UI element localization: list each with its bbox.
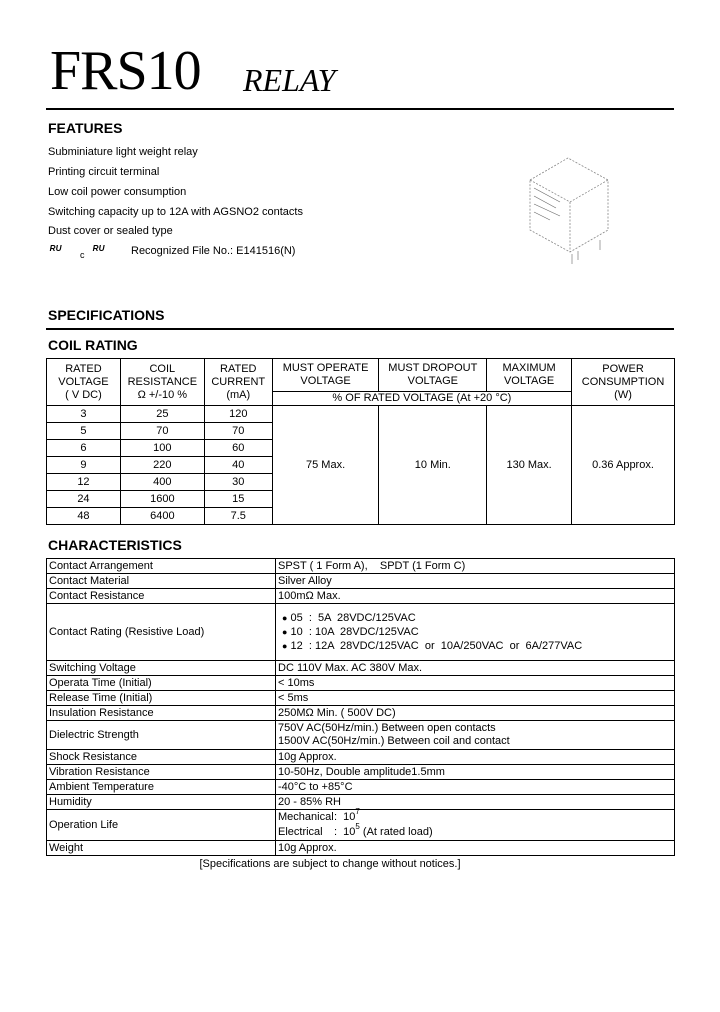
power-consumption-header: POWER CONSUMPTION (W) — [572, 359, 675, 406]
rated-voltage-header: RATED VOLTAGE ( V DC) — [47, 359, 121, 406]
must-dropout-header: MUST DROPOUT VOLTAGE — [379, 359, 487, 392]
coil-rating-table — [46, 358, 675, 525]
feature-item: Printing circuit terminal — [48, 166, 160, 178]
table-row: Dielectric Strength 750V AC(50Hz/min.) Between open contacts 1500V AC(50Hz/min.) Between coil and contact — [47, 721, 675, 750]
specifications-divider — [46, 328, 674, 330]
feature-item: Switching capacity up to 12A with AGSNO2 contacts — [48, 206, 303, 218]
power-consumption-value: 0.36 Approx. — [572, 406, 675, 525]
must-operate-value: 75 Max. — [272, 406, 379, 525]
table-row: Release Time (Initial) < 5ms — [47, 691, 675, 706]
rated-current-header: RATED CURRENT (mA) — [204, 359, 272, 406]
feature-item: Low coil power consumption — [48, 186, 187, 198]
table-row: Operata Time (Initial) < 10ms — [47, 676, 675, 691]
product-title: FRS10 — [50, 40, 201, 102]
table-row: Insulation Resistance 250MΩ Min. ( 500V DC) — [47, 706, 675, 721]
maximum-voltage-value: 130 Max. — [487, 406, 572, 525]
feature-item: Dust cover or sealed type — [48, 225, 173, 237]
must-operate-header: MUST OPERATE VOLTAGE — [272, 359, 379, 392]
bullet-icon: ● — [282, 641, 288, 651]
coil-rating-heading: COIL RATING — [48, 337, 138, 353]
table-row: 6 100 60 — [47, 440, 675, 457]
table-row: Weight 10g Approx. — [47, 841, 675, 856]
table-row: Humidity 20 - 85% RH — [47, 795, 675, 810]
table-row: Contact Resistance 100mΩ Max. — [47, 589, 675, 604]
table-row: Contact Rating (Resistive Load) ● 05 : 5A 28VDC/125VAC ● 10 : 10A 28VDC/125VAC ● 12 : 12A 28VDC/125VAC or 10A/250VAC or 6A/277VAC — [47, 604, 675, 661]
specifications-heading: SPECIFICATIONS — [48, 307, 165, 323]
ul-mark-icon: ᴿᵁ — [49, 243, 62, 257]
bullet-icon: ● — [282, 613, 288, 623]
relay-photo-icon — [520, 150, 620, 265]
table-row: Contact Arrangement SPST ( 1 Form A), SPDT (1 Form C) — [47, 559, 675, 574]
maximum-voltage-header: MAXIMUM VOLTAGE — [487, 359, 572, 392]
table-row: 9 220 40 — [47, 457, 675, 474]
table-row: 24 1600 15 — [47, 491, 675, 508]
recognized-file: Recognized File No.: E141516(N) — [131, 245, 296, 257]
table-row: 48 6400 7.5 — [47, 508, 675, 525]
characteristics-table — [46, 558, 675, 856]
header-divider — [46, 108, 674, 110]
features-heading: FEATURES — [48, 120, 123, 136]
characteristics-heading: CHARACTERISTICS — [48, 537, 182, 553]
canada-mark-icon: c — [80, 250, 85, 260]
pct-rated-voltage-header: % OF RATED VOLTAGE (At +20 °C) — [272, 392, 571, 406]
table-row: Shock Resistance 10g Approx. — [47, 750, 675, 765]
product-subtitle: RELAY — [243, 62, 336, 98]
table-row: Vibration Resistance 10-50Hz, Double amplitude1.5mm — [47, 765, 675, 780]
table-row: Operation Life Mechanical: $10^7$ Electrical : $10^5$ (At rated load) — [47, 810, 675, 841]
table-row: Contact Material Silver Alloy — [47, 574, 675, 589]
bullet-icon: ● — [282, 627, 288, 637]
disclaimer-note: [Specifications are subject to change without notices.] — [199, 858, 461, 870]
table-row: 5 70 70 — [47, 423, 675, 440]
ul-mark-icon: ᴿᵁ — [92, 243, 105, 257]
coil-resistance-header: COIL RESISTANCE Ω +/-10 % — [120, 359, 204, 406]
table-row: 3 25 120 75 Max. 10 Min. 130 Max. 0.36 Approx. — [47, 406, 675, 423]
table-row: 12 400 30 — [47, 474, 675, 491]
must-dropout-value: 10 Min. — [379, 406, 487, 525]
feature-item: Subminiature light weight relay — [48, 146, 198, 158]
table-row: Ambient Temperature -40°C to +85°C — [47, 780, 675, 795]
table-row: Switching Voltage DC 110V Max. AC 380V Max. — [47, 661, 675, 676]
